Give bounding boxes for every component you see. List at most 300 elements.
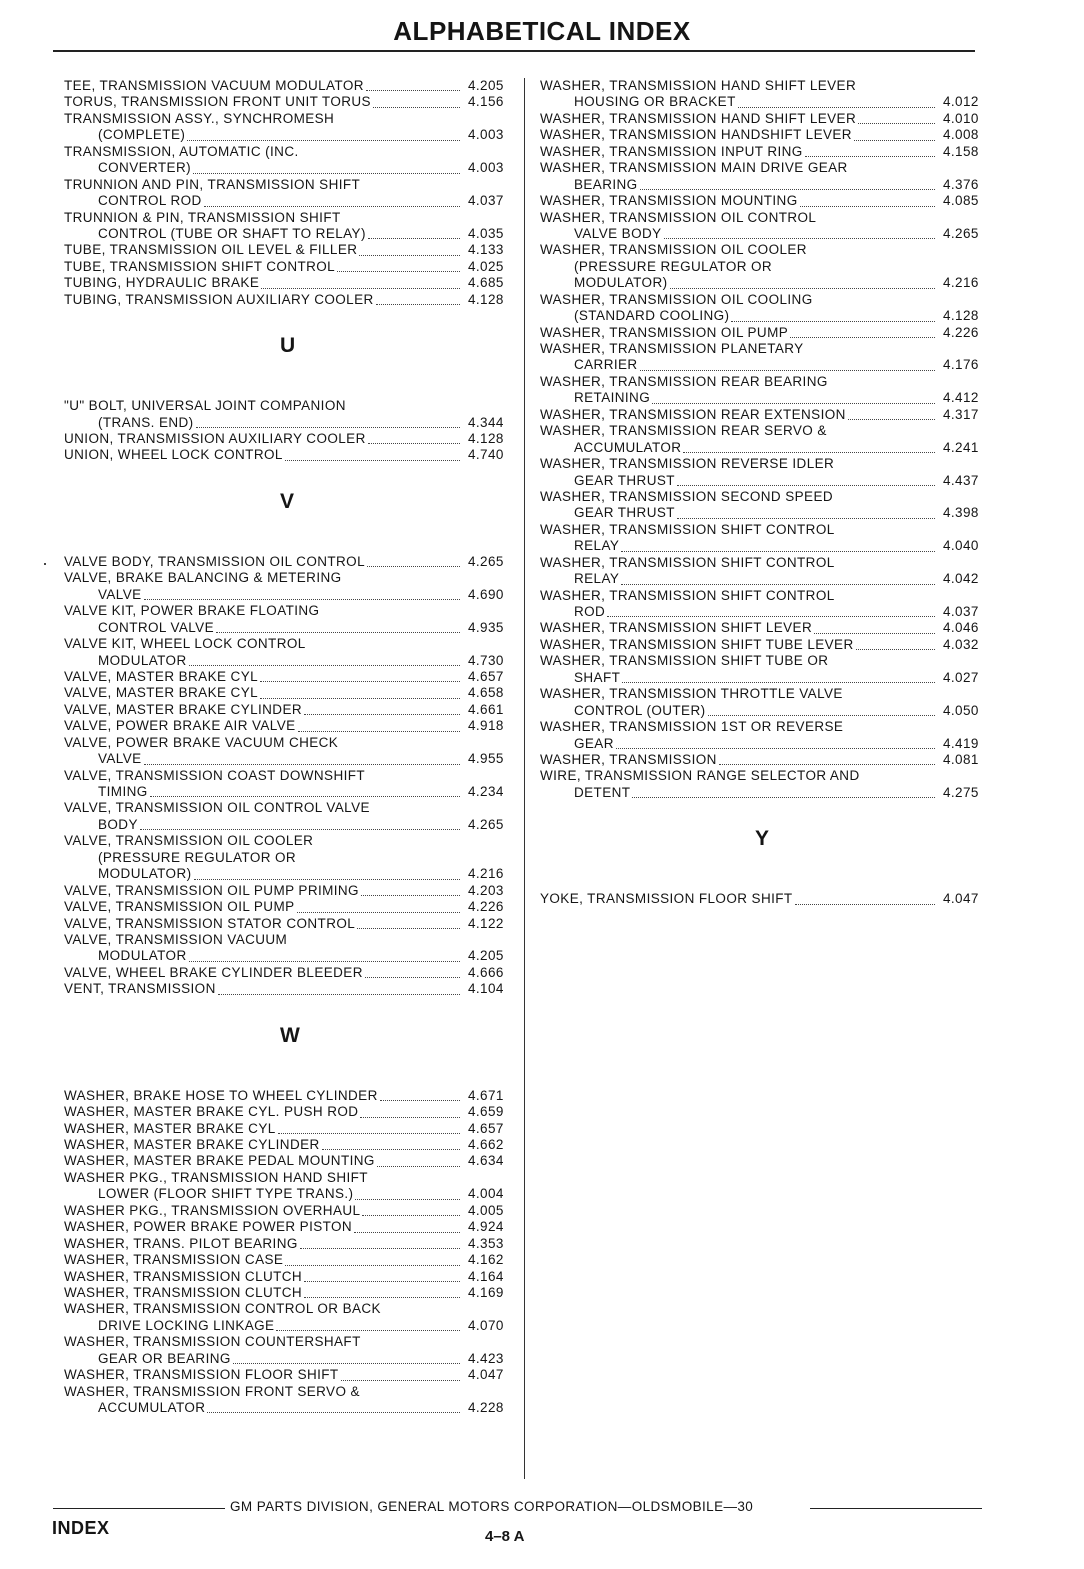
- index-entry-line: [64, 447, 519, 463]
- dot-leader: [616, 736, 935, 752]
- entry-text: WASHER, TRANSMISSION SHIFT CONTROL: [540, 554, 835, 570]
- index-entry-line: [540, 440, 992, 456]
- page-reference: 4.104: [468, 981, 504, 997]
- page-reference: 4.924: [468, 1219, 504, 1235]
- page-reference: 4.012: [943, 94, 979, 110]
- dot-leader: [814, 620, 935, 636]
- page-reference: 4.169: [468, 1284, 504, 1300]
- index-entry-line: [64, 883, 519, 899]
- page-reference: 4.241: [943, 439, 979, 455]
- index-entry-line: [540, 768, 992, 784]
- index-column-left: [64, 78, 519, 1416]
- entry-text: (STANDARD COOLING): [574, 308, 730, 324]
- page-reference: 4.265: [943, 225, 979, 241]
- entry-text: WASHER, BRAKE HOSE TO WHEEL CYLINDER: [64, 1087, 378, 1103]
- page-reference: 4.671: [468, 1087, 504, 1103]
- index-entry-line: [64, 1104, 519, 1120]
- entry-text: CONTROL (OUTER): [574, 702, 706, 718]
- index-entry-line: [64, 570, 519, 586]
- dot-leader: [278, 1121, 460, 1137]
- page-reference: 4.955: [468, 751, 504, 767]
- index-entry-line: [64, 398, 519, 414]
- page-reference: 4.010: [943, 110, 979, 126]
- entry-text: WASHER, TRANSMISSION REAR SERVO &: [540, 423, 827, 439]
- entry-text: DETENT: [574, 784, 631, 800]
- entry-text: WASHER, MASTER BRAKE CYLINDER: [64, 1137, 320, 1152]
- dot-leader: [304, 1269, 460, 1285]
- page-reference: 4.353: [468, 1235, 504, 1251]
- index-entry-line: [64, 431, 519, 447]
- index-entry-line: [540, 275, 992, 291]
- dot-leader: [805, 144, 935, 160]
- page-reference: 4.008: [943, 127, 979, 143]
- entry-text: WASHER, TRANSMISSION OIL PUMP: [540, 324, 789, 340]
- index-entry-line: [64, 1121, 519, 1137]
- entry-text: (PRESSURE REGULATOR OR: [574, 258, 773, 274]
- index-entry-line: [540, 292, 992, 308]
- index-entry-line: [64, 1400, 519, 1416]
- entry-text: "U" BOLT, UNIVERSAL JOINT COMPANION: [64, 398, 346, 414]
- index-entry-line: [540, 374, 992, 390]
- index-entry-line: [64, 899, 519, 915]
- page-reference: 4.162: [468, 1252, 504, 1268]
- index-entry-line: [64, 850, 519, 866]
- dot-leader: [848, 407, 935, 423]
- entry-text: TRUNNION AND PIN, TRANSMISSION SHIFT: [64, 176, 361, 192]
- page-reference: 4.216: [468, 866, 504, 882]
- entry-text: WASHER, TRANSMISSION THROTTLE VALVE: [540, 686, 843, 702]
- dot-leader: [150, 784, 460, 800]
- page-reference: 4.003: [468, 160, 504, 176]
- page-reference: 4.032: [943, 636, 979, 652]
- entry-text: WASHER, TRANSMISSION MAIN DRIVE GEAR: [540, 160, 848, 176]
- index-entry-line: [540, 703, 992, 719]
- index-entry-line: [540, 242, 992, 258]
- dot-leader: [341, 1367, 460, 1383]
- dot-leader: [708, 703, 935, 719]
- dot-leader: [298, 718, 460, 734]
- dot-leader: [795, 891, 935, 907]
- dot-leader: [622, 670, 935, 686]
- dot-leader: [373, 94, 460, 110]
- entry-text: TUBE, TRANSMISSION SHIFT CONTROL: [64, 258, 336, 274]
- footer-rule-left: [53, 1508, 225, 1509]
- entry-text: TIMING: [98, 784, 148, 799]
- page-reference: 4.423: [468, 1350, 504, 1366]
- dot-leader: [377, 1153, 460, 1169]
- index-entry-line: [64, 94, 519, 110]
- dot-leader: [366, 78, 460, 94]
- dot-leader: [193, 160, 460, 176]
- index-entry-line: [64, 226, 519, 242]
- index-entry-line: [540, 588, 992, 604]
- index-entry-line: [64, 718, 519, 734]
- index-entry-line: [64, 1334, 519, 1350]
- entry-text: WASHER, TRANSMISSION SHIFT CONTROL: [540, 587, 835, 603]
- entry-text: TRANSMISSION ASSY., SYNCHROMESH: [64, 110, 335, 126]
- entry-text: VALVE, WHEEL BRAKE CYLINDER BLEEDER: [64, 964, 363, 980]
- page-reference: 4.081: [943, 751, 979, 767]
- index-entry-line: [64, 1186, 519, 1202]
- dot-leader: [189, 653, 460, 669]
- dot-leader: [854, 127, 935, 143]
- dot-leader: [260, 669, 460, 685]
- dot-leader: [322, 1137, 460, 1153]
- index-entry-line: [540, 456, 992, 472]
- page-reference: 4.203: [468, 882, 504, 898]
- page-reference: 4.275: [943, 784, 979, 800]
- dot-leader: [304, 1285, 460, 1301]
- index-entry-line: [540, 620, 992, 636]
- index-entry-line: [64, 800, 519, 816]
- dot-leader: [858, 111, 935, 127]
- index-entry-line: [64, 1301, 519, 1317]
- entry-text: SHAFT: [574, 669, 621, 685]
- page-reference: 4.205: [468, 78, 504, 93]
- index-entry-line: [540, 259, 992, 275]
- entry-text: WASHER, TRANSMISSION CLUTCH: [64, 1268, 303, 1284]
- page-reference: 4.690: [468, 586, 504, 602]
- index-entry-line: [64, 817, 519, 833]
- index-entry-line: [540, 489, 992, 505]
- index-entry-line: [64, 833, 519, 849]
- index-entry-line: [64, 78, 519, 94]
- index-entry-line: [64, 587, 519, 603]
- entry-text: WASHER, TRANS. PILOT BEARING: [64, 1235, 298, 1251]
- page-reference: 4.164: [468, 1268, 504, 1284]
- index-entry-line: [540, 505, 992, 521]
- entry-text: WASHER PKG., TRANSMISSION HAND SHIFT: [64, 1169, 368, 1185]
- entry-text: (PRESSURE REGULATOR OR: [98, 849, 297, 865]
- dot-leader: [621, 538, 935, 554]
- entry-text: BODY: [98, 816, 138, 832]
- entry-text: TUBING, TRANSMISSION AUXILIARY COOLER: [64, 291, 374, 307]
- index-entry-line: [64, 669, 519, 685]
- dot-leader: [738, 94, 935, 110]
- page-reference: 4.228: [468, 1400, 504, 1415]
- dot-leader: [652, 390, 935, 406]
- index-entry-line: [540, 325, 992, 341]
- index-entry-line: [540, 785, 992, 801]
- entry-text: VALVE, MASTER BRAKE CYLINDER: [64, 701, 303, 717]
- entry-text: WASHER, TRANSMISSION SHIFT TUBE LEVER: [540, 636, 854, 652]
- entry-text: VALVE, TRANSMISSION OIL PUMP PRIMING: [64, 882, 359, 898]
- index-entry-line: [64, 1367, 519, 1383]
- index-entry-line: [64, 784, 519, 800]
- dot-leader: [664, 226, 935, 242]
- index-entry-line: [540, 94, 992, 110]
- title-rule: [53, 50, 975, 52]
- dot-leader: [380, 1088, 460, 1104]
- index-entry-line: [64, 160, 519, 176]
- entry-text: WASHER, TRANSMISSION HANDSHIFT LEVER: [540, 127, 852, 143]
- index-entry-line: [64, 948, 519, 964]
- entry-text: WASHER, TRANSMISSION SHIFT CONTROL: [540, 521, 835, 537]
- entry-text: CONTROL (TUBE OR SHAFT TO RELAY): [98, 225, 366, 241]
- dot-leader: [337, 259, 460, 275]
- dot-leader: [144, 751, 460, 767]
- entry-text: WASHER, TRANSMISSION CLUTCH: [64, 1284, 303, 1300]
- entry-text: GEAR THRUST: [574, 505, 675, 521]
- index-entry-line: [540, 719, 992, 735]
- entry-text: WASHER, TRANSMISSION: [540, 751, 717, 767]
- entry-text: MODULATOR): [574, 275, 668, 291]
- entry-text: VALVE, TRANSMISSION VACUUM: [64, 931, 288, 947]
- page-reference: 4.070: [468, 1317, 504, 1333]
- entry-text: WASHER, TRANSMISSION INPUT RING: [540, 143, 803, 159]
- page-reference: 4.661: [468, 701, 504, 717]
- dot-leader: [367, 554, 460, 570]
- dot-leader: [144, 587, 460, 603]
- index-entry-line: [64, 242, 519, 258]
- entry-text: VALVE KIT, WHEEL LOCK CONTROL: [64, 636, 306, 652]
- index-entry-line: [540, 522, 992, 538]
- entry-text: (TRANS. END): [98, 414, 194, 430]
- entry-text: UNION, WHEEL LOCK CONTROL: [64, 447, 283, 463]
- dot-leader: [196, 415, 460, 431]
- dot-leader: [354, 1219, 460, 1235]
- index-entry-line: [64, 292, 519, 308]
- entry-text: ROD: [574, 604, 606, 619]
- page-reference: 4.122: [468, 915, 504, 931]
- page-reference: 4.419: [943, 735, 979, 751]
- entry-text: WASHER, TRANSMISSION HAND SHIFT LEVER: [540, 110, 857, 126]
- entry-text: WASHER, TRANSMISSION MOUNTING: [540, 193, 798, 209]
- dot-leader: [368, 431, 460, 447]
- index-entry-line: [64, 1269, 519, 1285]
- page-reference: 4.685: [468, 275, 504, 291]
- entry-text: VALVE, POWER BRAKE VACUUM CHECK: [64, 734, 339, 750]
- entry-text: VENT, TRANSMISSION: [64, 981, 216, 997]
- index-entry-line: [540, 571, 992, 587]
- entry-text: ACCUMULATOR: [98, 1400, 206, 1415]
- entry-text: WASHER, MASTER BRAKE PEDAL MOUNTING: [64, 1153, 375, 1169]
- entry-text: BEARING: [574, 176, 638, 192]
- index-entry-line: [64, 1351, 519, 1367]
- index-entry-line: [64, 177, 519, 193]
- entry-text: WASHER, TRANSMISSION FRONT SERVO &: [64, 1383, 360, 1399]
- dot-leader: [359, 242, 460, 258]
- entry-text: VALVE BODY, TRANSMISSION OIL CONTROL: [64, 553, 365, 569]
- dot-leader: [856, 637, 935, 653]
- entry-text: VALVE: [98, 586, 142, 602]
- entry-text: TUBE, TRANSMISSION OIL LEVEL & FILLER: [64, 242, 358, 258]
- entry-text: LOWER (FLOOR SHIFT TYPE TRANS.): [98, 1186, 354, 1202]
- dot-leader: [300, 1236, 460, 1252]
- index-entry-line: [540, 555, 992, 571]
- entry-text: DRIVE LOCKING LINKAGE: [98, 1317, 275, 1333]
- entry-text: MODULATOR: [98, 948, 187, 964]
- dot-leader: [218, 981, 460, 997]
- page-reference: 4.662: [468, 1137, 504, 1152]
- entry-text: GEAR: [574, 735, 614, 751]
- column-divider: [524, 78, 525, 1479]
- page-reference: 4.657: [468, 1120, 504, 1136]
- page-reference: 4.398: [943, 505, 979, 521]
- entry-text: WASHER, TRANSMISSION CASE: [64, 1252, 284, 1268]
- dot-leader: [357, 916, 460, 932]
- index-entry-line: [64, 1153, 519, 1169]
- dot-leader: [304, 702, 460, 718]
- entry-text: WASHER, TRANSMISSION CONTROL OR BACK: [64, 1301, 381, 1317]
- dot-leader: [276, 1318, 460, 1334]
- index-entry-line: [64, 620, 519, 636]
- page-reference: 4.265: [468, 553, 504, 569]
- dot-leader: [204, 193, 460, 209]
- dot-leader: [233, 1351, 460, 1367]
- page-reference: 4.025: [468, 258, 504, 274]
- index-entry-line: [64, 1236, 519, 1252]
- section-letter: U: [280, 334, 296, 358]
- section-letter: W: [280, 1023, 300, 1047]
- entry-text: WASHER, MASTER BRAKE CYL. PUSH ROD: [64, 1104, 359, 1120]
- index-entry-line: [540, 473, 992, 489]
- page-reference: 4.037: [943, 604, 979, 619]
- page-reference: 4.047: [468, 1367, 504, 1383]
- entry-text: ACCUMULATOR: [574, 439, 682, 455]
- page-reference: 4.730: [468, 652, 504, 668]
- page-reference: 4.918: [468, 718, 504, 734]
- index-entry-line: [540, 177, 992, 193]
- dot-leader: [194, 866, 460, 882]
- index-entry-line: [64, 866, 519, 882]
- index-entry-line: [64, 210, 519, 226]
- page-reference: 4.216: [943, 275, 979, 291]
- page-reference: 4.657: [468, 668, 504, 684]
- index-entry-line: [540, 752, 992, 768]
- entry-text: WASHER, TRANSMISSION 1ST OR REVERSE: [540, 719, 844, 735]
- index-entry-line: [64, 735, 519, 751]
- index-entry-line: [64, 636, 519, 652]
- dot-leader: [621, 571, 935, 587]
- entry-text: WASHER, TRANSMISSION FLOOR SHIFT: [64, 1367, 339, 1383]
- index-entry-line: [64, 1285, 519, 1301]
- dot-leader: [376, 292, 460, 308]
- dot-leader: [670, 275, 935, 291]
- index-entry-line: [64, 1137, 519, 1153]
- entry-text: WASHER, TRANSMISSION OIL COOLER: [540, 242, 807, 258]
- entry-text: MODULATOR): [98, 866, 192, 882]
- index-entry-line: [540, 390, 992, 406]
- entry-text: VALVE, TRANSMISSION OIL COOLER: [64, 833, 314, 849]
- index-entry-line: [64, 685, 519, 701]
- index-entry-line: [540, 127, 992, 143]
- entry-text: WASHER, TRANSMISSION PLANETARY: [540, 341, 804, 356]
- page-reference: 4.265: [468, 816, 504, 832]
- page-reference: 4.037: [468, 193, 504, 209]
- index-entry-line: [64, 1384, 519, 1400]
- entry-text: TEE, TRANSMISSION VACUUM MODULATOR: [64, 78, 364, 93]
- entry-text: VALVE, TRANSMISSION OIL PUMP: [64, 899, 295, 915]
- page-reference: 4.050: [943, 702, 979, 718]
- index-entry-line: [64, 275, 519, 291]
- dot-leader: [189, 948, 460, 964]
- page-reference: 4.935: [468, 619, 504, 635]
- page-reference: 4.437: [943, 472, 979, 488]
- index-entry-line: [64, 653, 519, 669]
- dot-leader: [216, 620, 460, 636]
- page-reference: 4.176: [943, 357, 979, 373]
- page-reference: 4.205: [468, 948, 504, 964]
- dot-leader: [365, 965, 460, 981]
- dot-leader: [261, 275, 460, 291]
- index-entry-line: [64, 127, 519, 143]
- entry-text: VALVE KIT, POWER BRAKE FLOATING: [64, 603, 320, 619]
- dot-leader: [362, 1203, 460, 1219]
- index-entry-line: [540, 341, 992, 357]
- dot-leader: [677, 505, 935, 521]
- entry-text: WASHER, MASTER BRAKE CYL: [64, 1120, 276, 1136]
- footer-publisher: GM PARTS DIVISION, GENERAL MOTORS CORPORATION—OLDSMOBILE—30: [230, 1499, 754, 1514]
- page-reference: 4.226: [468, 899, 504, 915]
- index-entry-line: [64, 144, 519, 160]
- index-entry-line: [64, 603, 519, 619]
- entry-text: RELAY: [574, 538, 620, 554]
- entry-text: RELAY: [574, 571, 620, 587]
- index-entry-line: [64, 1203, 519, 1219]
- index-entry-line: [540, 144, 992, 160]
- dot-leader: [207, 1400, 460, 1416]
- index-entry-line: [540, 538, 992, 554]
- page-reference: 4.042: [943, 571, 979, 587]
- index-entry-line: [64, 1318, 519, 1334]
- entry-text: VALVE, TRANSMISSION COAST DOWNSHIFT: [64, 767, 366, 783]
- page-reference: 4.226: [943, 324, 979, 340]
- page-title: ALPHABETICAL INDEX: [393, 16, 691, 46]
- section-letter-heading: [64, 998, 519, 1088]
- page-reference: 4.666: [468, 964, 504, 980]
- index-entry-line: [540, 604, 992, 620]
- page-reference: 4.158: [943, 143, 979, 159]
- index-entry-line: [540, 637, 992, 653]
- dot-leader: [632, 785, 935, 801]
- index-entry-line: [64, 415, 519, 431]
- page-reference: 4.376: [943, 176, 979, 192]
- page-reference: 4.128: [943, 308, 979, 324]
- page-reference: 4.344: [468, 414, 504, 430]
- entry-text: TUBING, HYDRAULIC BRAKE: [64, 275, 260, 291]
- index-entry-line: [540, 736, 992, 752]
- dot-leader: [361, 883, 460, 899]
- entry-text: CONVERTER): [98, 160, 192, 176]
- footer-page-number: 4–8 A: [485, 1528, 525, 1545]
- dot-leader: [640, 357, 935, 373]
- footer-rule-right: [810, 1508, 982, 1509]
- entry-text: TRANSMISSION, AUTOMATIC (INC.: [64, 143, 299, 159]
- index-entry-line: [64, 1170, 519, 1186]
- index-entry-line: [64, 259, 519, 275]
- entry-text: WASHER, TRANSMISSION COUNTERSHAFT: [64, 1334, 361, 1350]
- index-entry-line: [540, 78, 992, 94]
- page-reference: 4.046: [943, 620, 979, 636]
- index-entry-line: [540, 193, 992, 209]
- entry-text: VALVE, TRANSMISSION OIL CONTROL VALVE: [64, 800, 370, 816]
- section-letter-heading: [64, 464, 519, 554]
- section-letter-heading: [540, 801, 992, 891]
- section-letter-heading: [64, 308, 519, 398]
- index-entry-line: [64, 702, 519, 718]
- index-entry-line: [540, 210, 992, 226]
- index-entry-line: [540, 653, 992, 669]
- index-entry-line: [540, 686, 992, 702]
- section-letter: Y: [755, 827, 770, 851]
- entry-text: WASHER, TRANSMISSION SHIFT LEVER: [540, 620, 813, 636]
- entry-text: WIRE, TRANSMISSION RANGE SELECTOR AND: [540, 768, 860, 784]
- index-entry-line: [540, 308, 992, 324]
- entry-text: VALVE BODY: [574, 225, 662, 241]
- index-entry-line: [64, 1219, 519, 1235]
- dot-leader: [640, 177, 935, 193]
